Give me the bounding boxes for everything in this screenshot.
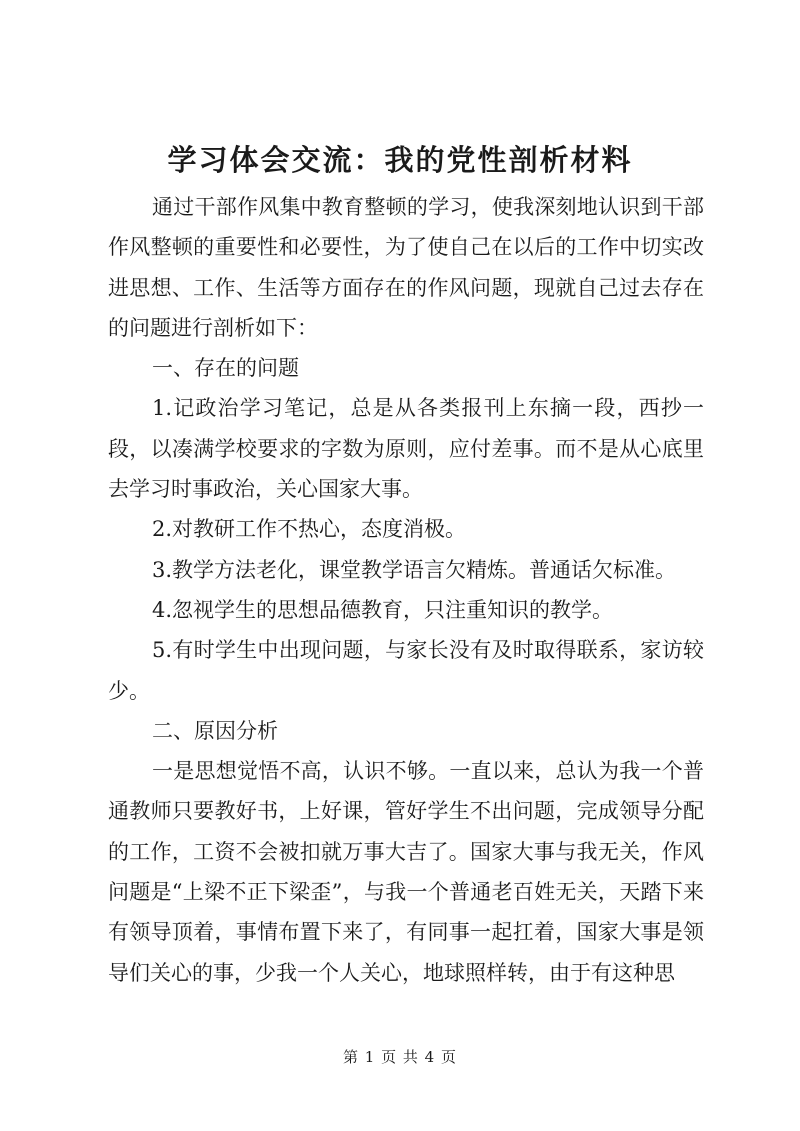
section-heading-problems: 一、存在的问题	[152, 356, 299, 381]
problem-item-1: 1.记政治学习笔记，总是从各类报刊上东摘一段，西抄一段，以凑满学校要求的字数为原则，应付差事。而不是从心底里去学习时事政治，关心国家大事。	[108, 396, 704, 502]
document-title: 学习体会交流：我的党性剖析材料	[167, 143, 633, 177]
problem-item-4: 4.忽视学生的思想品德教育，只注重知识的教学。	[152, 597, 614, 622]
section-heading-causes: 二、原因分析	[152, 718, 278, 743]
document-body	[108, 187, 704, 993]
problem-item-2: 2.对教研工作不热心，态度消极。	[152, 517, 467, 542]
page-number-footer: 第 1 页 共 4 页	[343, 1048, 457, 1066]
problem-item-5: 5.有时学生中出现问题，与家长没有及时取得联系，家访较少。	[108, 638, 704, 703]
intro-paragraph: 通过干部作风集中教育整顿的学习，使我深刻地认识到干部作风整顿的重要性和必要性，为了使自己在以后的工作中切实改进思想、工作、生活等方面存在的作风问题，现就自己过去存在的问题进行剖析如下：	[108, 195, 704, 340]
problem-item-3: 3.教学方法老化，课堂教学语言欠精炼。普通话欠标准。	[152, 557, 677, 582]
cause-paragraph-1: 一是思想觉悟不高，认识不够。一直以来，总认为我一个普通教师只要教好书，上好课，管好学生不出问题，完成领导分配的工作，工资不会被扣就万事大吉了。国家大事与我无关，作风问题是“上梁不正下梁歪”，与我一个普通老百姓无关，天踏下来有领导顶着，事情布置下来了，有同事一起扛着，国家大事是领导们关心的事，少我一个人关心，地球照样转，由于有这种思	[108, 759, 704, 985]
